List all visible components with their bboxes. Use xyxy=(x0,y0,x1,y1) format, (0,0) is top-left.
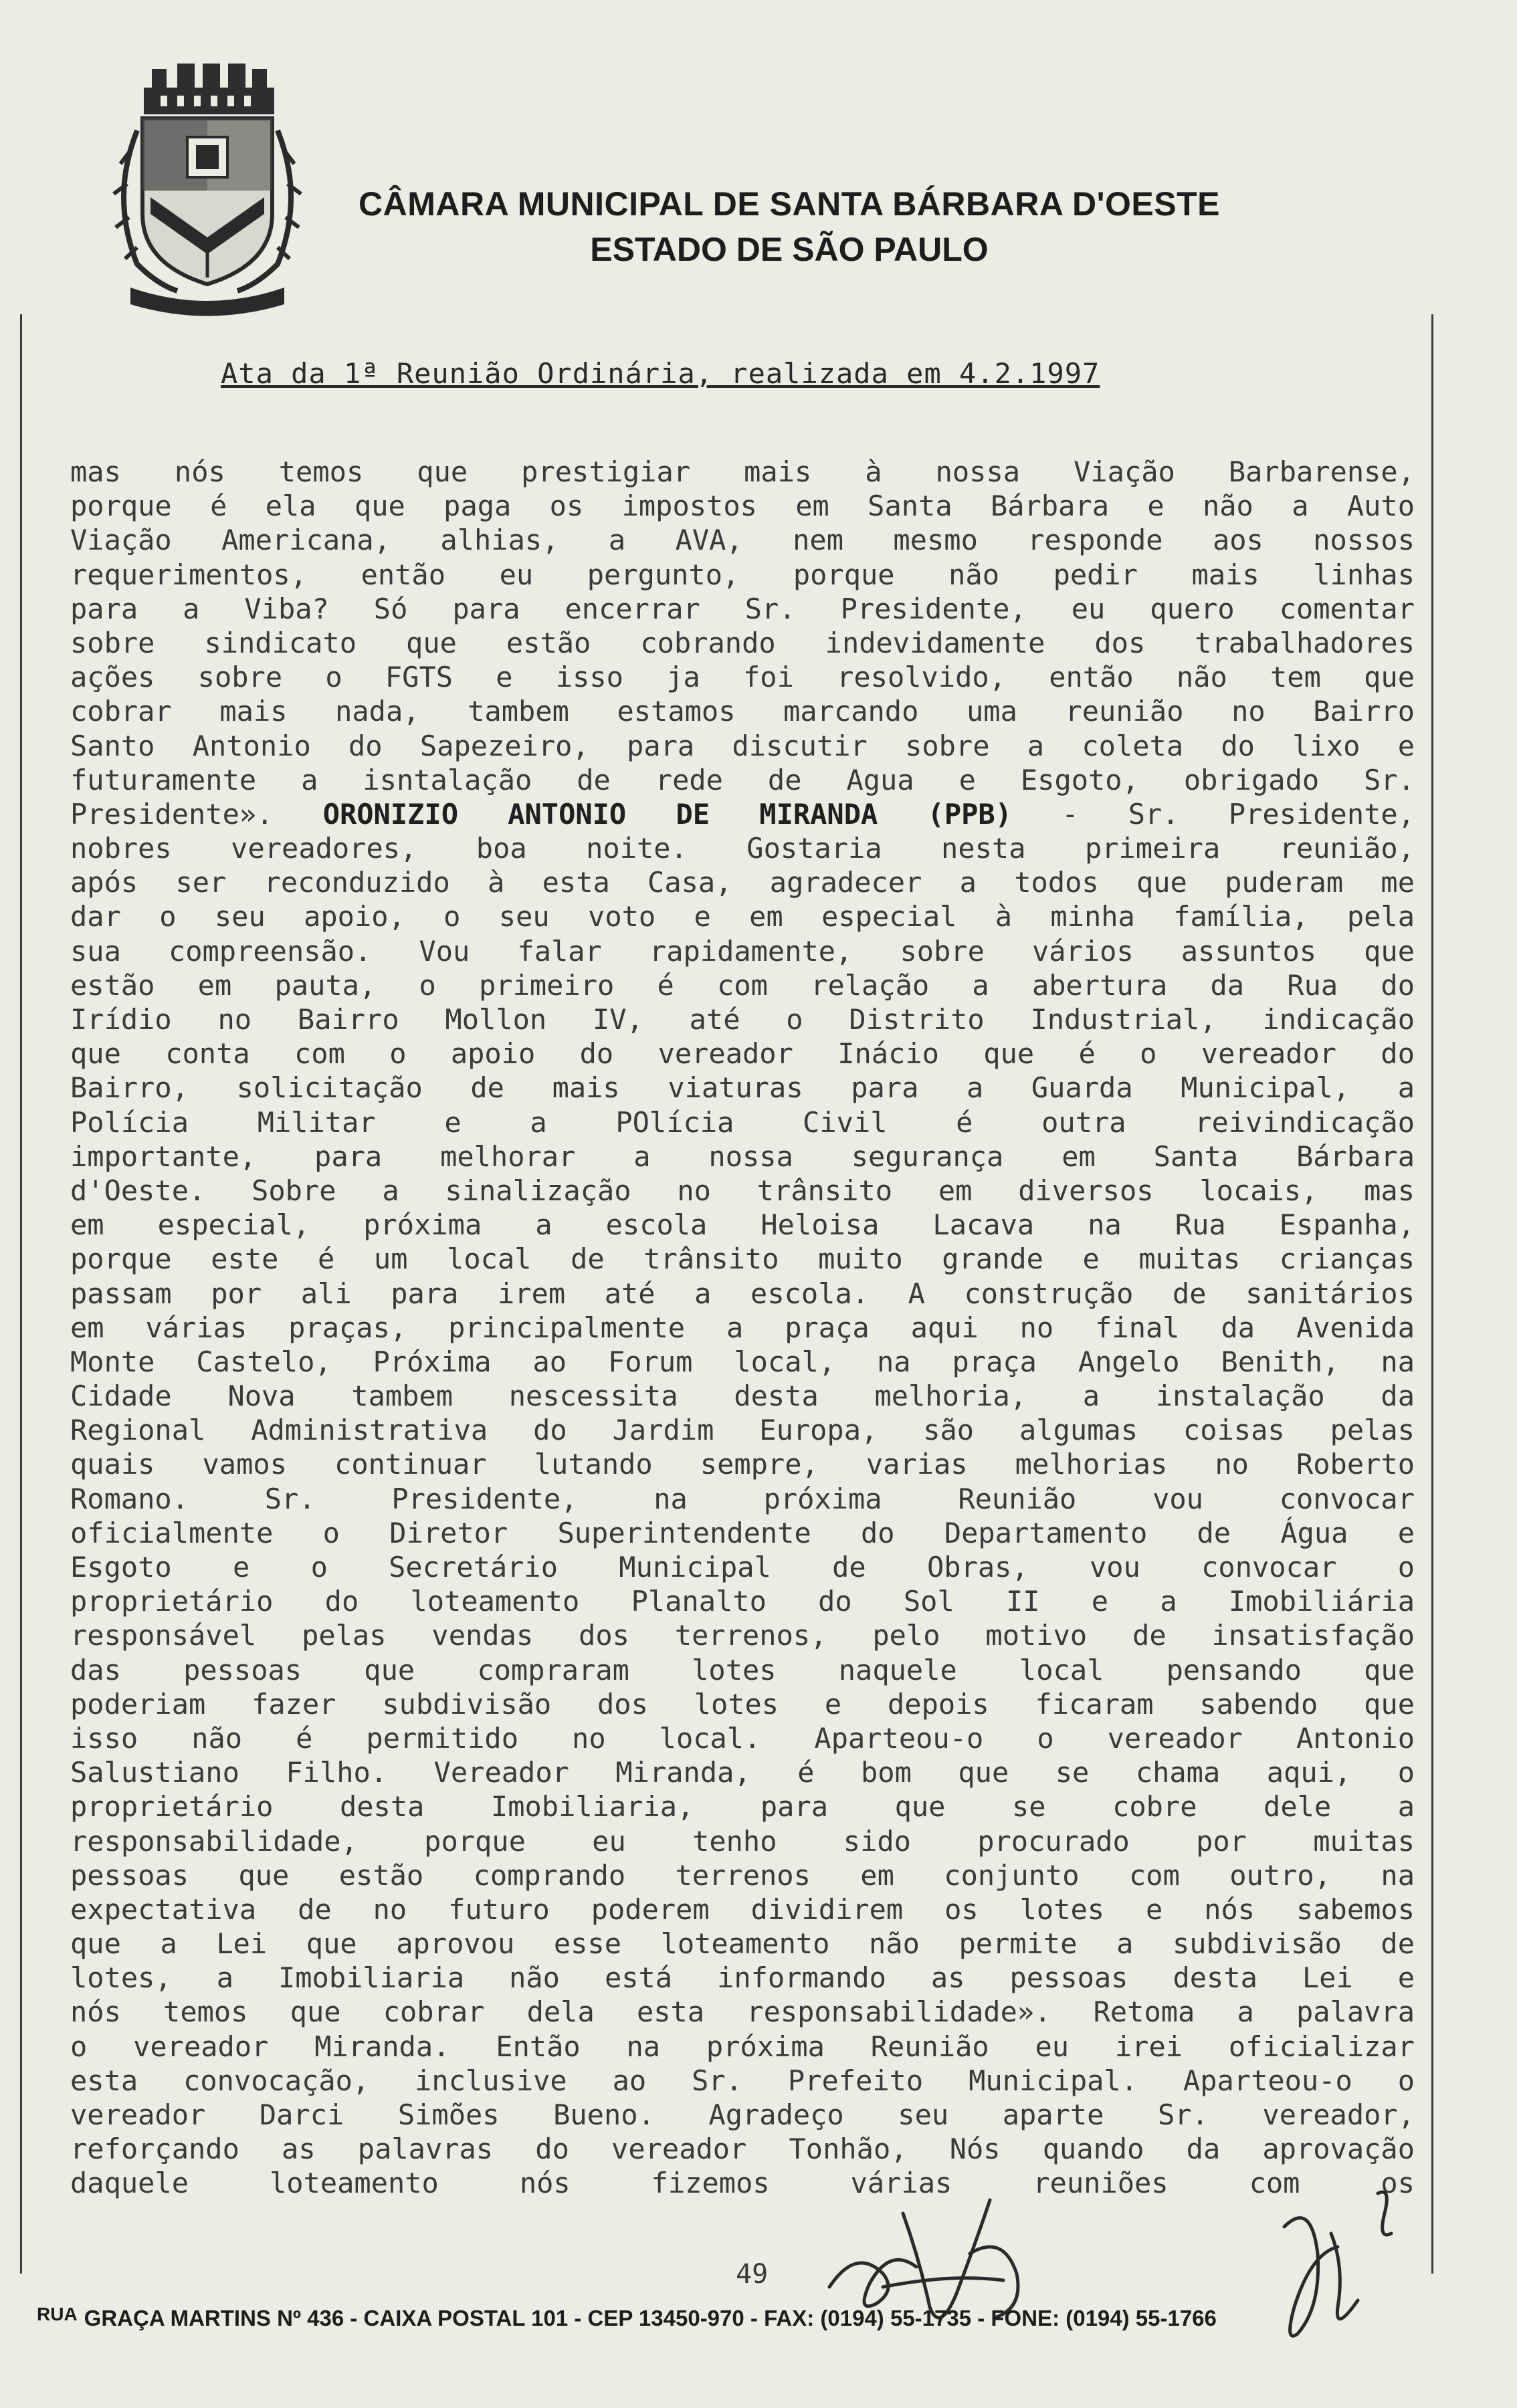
text-line: oficialmente o Diretor Superintendente do Departamento de Água e xyxy=(70,1516,1415,1549)
text-line: em especial, próxima a escola Heloisa Lacava na Rua Espanha, xyxy=(70,1208,1415,1242)
speaker-prefix: Presidente». xyxy=(70,797,323,831)
text-line: Irídio no Bairro Mollon IV, até o Distrito Industrial, indicação xyxy=(70,1003,1415,1036)
text-line: futuramente a isntalação de rede de Agua e Esgoto, obrigado Sr. xyxy=(70,763,1415,796)
minutes-title: Ata da 1ª Reunião Ordinária, realizada em 4.2.1997 xyxy=(221,357,1100,390)
text-line: Bairro, solicitação de mais viaturas para a Guarda Municipal, a xyxy=(70,1071,1415,1105)
text-line: Regional Administrativa do Jardim Europa, são algumas coisas pelas xyxy=(70,1414,1415,1447)
text-line: em várias praças, principalmente a praça aqui no final da Avenida xyxy=(70,1311,1415,1344)
text-line: Monte Castelo, Próxima ao Forum local, na praça Angelo Benith, na xyxy=(70,1345,1415,1378)
footer-address xyxy=(37,2304,1508,2331)
text-line: porque é ela que paga os impostos em Santa Bárbara e não a Auto xyxy=(70,489,1415,523)
text-line: estão em pauta, o primeiro é com relação a abertura da Rua do xyxy=(70,968,1415,1002)
text-line: sobre sindicato que estão cobrando indevidamente dos trabalhadores xyxy=(70,626,1415,659)
text-line: após ser reconduzido à esta Casa, agradecer a todos que puderam me xyxy=(70,866,1415,899)
text-line: expectativa de no futuro poderem dividirem os lotes e nós sabemos xyxy=(70,1892,1415,1926)
text-line: cobrar mais nada, tambem estamos marcando uma reunião no Bairro xyxy=(70,695,1415,728)
text-line: mas nós temos que prestigiar mais à nossa Viação Barbarense, xyxy=(70,455,1415,488)
text-line: que conta com o apoio do vereador Inácio que é o vereador do xyxy=(70,1037,1415,1071)
text-line: passam por ali para irem até a escola. A construção de sanitários xyxy=(70,1277,1415,1310)
minutes-body xyxy=(70,455,1415,2201)
header-state: ESTADO DE SÃO PAULO xyxy=(590,231,989,268)
text-line: que a Lei que aprovou esse loteamento não permite a subdivisão de xyxy=(70,1927,1415,1961)
text-line: d'Oeste. Sobre a sinalização no trânsito em diversos locais, mas xyxy=(70,1174,1415,1207)
text-line: esta convocação, inclusive ao Sr. Prefeito Municipal. Aparteou-o o xyxy=(70,2064,1415,2097)
text-line: daquele loteamento nós fizemos várias reuniões com os xyxy=(70,2167,1415,2200)
speaker-name: ORONIZIO ANTONIO DE MIRANDA (PPB) xyxy=(322,797,1012,831)
header-institution: CÂMARA MUNICIPAL DE SANTA BÁRBARA D'OESTE xyxy=(359,185,1220,223)
text-line: lotes, a Imobiliaria não está informando as pessoas desta Lei e xyxy=(70,1961,1415,1995)
text-line: Esgoto e o Secretário Municipal de Obras, vou convocar o xyxy=(70,1551,1415,1583)
left-border-line xyxy=(20,314,22,2274)
text-line: Salustiano Filho. Vereador Miranda, é bom que se chama aqui, o xyxy=(70,1756,1415,1789)
text-line: quais vamos continuar lutando sempre, varias melhorias no Roberto xyxy=(70,1448,1415,1481)
text-line: responsabilidade, porque eu tenho sido procurado por muitas xyxy=(70,1824,1415,1858)
speaker-suffix: - Sr. Presidente, xyxy=(1011,797,1415,831)
text-line: responsável pelas vendas dos terrenos, pelo motivo de insatisfação xyxy=(70,1619,1415,1652)
text-line: nobres vereadores, boa noite. Gostaria nesta primeira reunião, xyxy=(70,832,1415,865)
speaker-line xyxy=(70,797,1415,831)
text-line: vereador Darci Simões Bueno. Agradeço seu aparte Sr. vereador, xyxy=(70,2098,1415,2131)
text-line: proprietário desta Imobiliaria, para que se cobre dele a xyxy=(70,1790,1415,1824)
text-line: Santo Antonio do Sapezeiro, para discutir sobre a coleta do lixo e xyxy=(70,729,1415,762)
text-line: poderiam fazer subdivisão dos lotes e depois ficaram sabendo que xyxy=(70,1687,1415,1721)
text-line: requerimentos, então eu pergunto, porque não pedir mais linhas xyxy=(70,558,1415,591)
text-line: ações sobre o FGTS e isso ja foi resolvido, então não tem que xyxy=(70,661,1415,694)
text-line: proprietário do loteamento Planalto do Sol II e a Imobiliária xyxy=(70,1585,1415,1618)
right-border-line xyxy=(1431,314,1433,2274)
text-line: para a Viba? Só para encerrar Sr. Presidente, eu quero comentar xyxy=(70,592,1415,625)
coat-of-arms-icon xyxy=(110,64,304,318)
text-line: Cidade Nova tambem nescessita desta melhoria, a instalação da xyxy=(70,1380,1415,1413)
text-line: pessoas que estão comprando terrenos em conjunto com outro, na xyxy=(70,1858,1415,1892)
text-line: Polícia Militar e a POlícia Civil é outra reivindicação xyxy=(70,1105,1415,1139)
text-line: porque este é um local de trânsito muito grande e muitas crianças xyxy=(70,1242,1415,1276)
footer-rua: RUA xyxy=(37,2304,78,2324)
text-line: isso não é permitido no local. Aparteou-o o vereador Antonio xyxy=(70,1721,1415,1755)
text-line: dar o seu apoio, o seu voto e em especial à minha família, pela xyxy=(70,900,1415,934)
page-number: 49 xyxy=(736,2259,769,2290)
text-line: Viação Americana, alhias, a AVA, nem mesmo responde aos nossos xyxy=(70,524,1415,557)
text-line: nós temos que cobrar dela esta responsabilidade». Retoma a palavra xyxy=(70,1995,1415,2029)
text-line: importante, para melhorar a nossa segurança em Santa Bárbara xyxy=(70,1139,1415,1173)
footer-address-text: GRAÇA MARTINS Nº 436 - CAIXA POSTAL 101 - CEP 13450-970 - FAX: (0194) 55-1735 - FONE: (0194) 55-1766 xyxy=(84,2306,1217,2330)
text-line: reforçando as palavras do vereador Tonhão, Nós quando da aprovação xyxy=(70,2132,1415,2166)
text-line: o vereador Miranda. Então na próxima Reunião eu irei oficializar xyxy=(70,2030,1415,2063)
text-line: das pessoas que compraram lotes naquele local pensando que xyxy=(70,1653,1415,1686)
text-line: sua compreensão. Vou falar rapidamente, sobre vários assuntos que xyxy=(70,934,1415,968)
text-line: Romano. Sr. Presidente, na próxima Reunião vou convocar xyxy=(70,1482,1415,1515)
